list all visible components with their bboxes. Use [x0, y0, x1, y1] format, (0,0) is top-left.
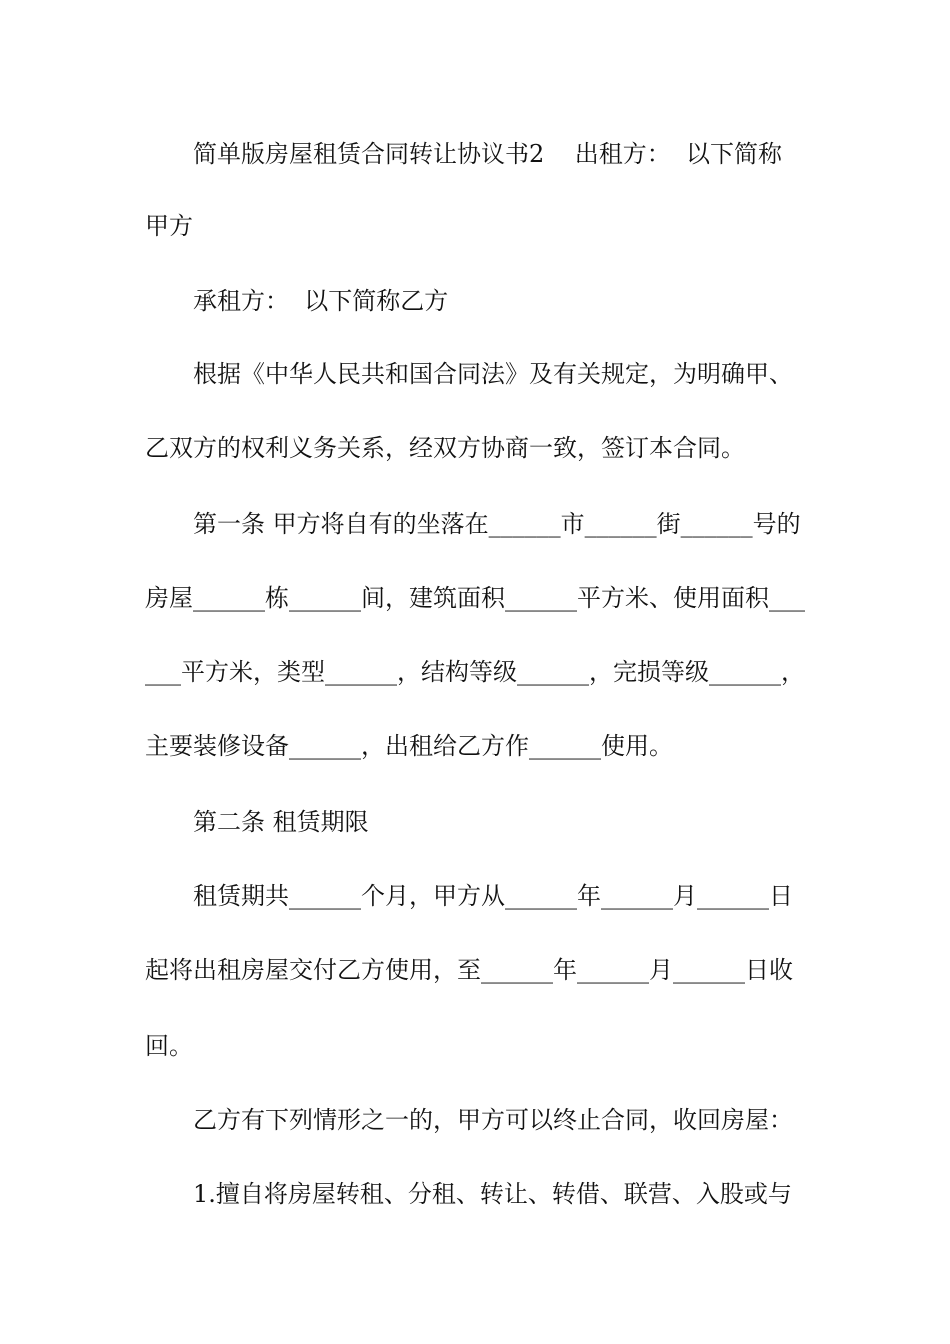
paragraph-line: ___平方米，类型______，结构等级______，完损等级______，: [145, 658, 805, 686]
paragraph-line: 乙方有下列情形之一的，甲方可以终止合同，收回房屋：: [193, 1106, 793, 1134]
paragraph-line: 乙双方的权利义务关系，经双方协商一致，签订本合同。: [145, 434, 745, 462]
paragraph-line: 回。: [145, 1032, 193, 1060]
paragraph-line: 甲方: [145, 212, 193, 240]
document-title-line: 简单版房屋租赁合同转让协议书2 出租方： 以下简称: [193, 140, 783, 168]
paragraph-line: 起将出租房屋交付乙方使用，至______年______月______日收: [145, 956, 793, 984]
paragraph-line: 主要装修设备______，出租给乙方作______使用。: [145, 732, 673, 760]
paragraph-line: 房屋______栋______间，建筑面积______平方米、使用面积___: [145, 584, 805, 612]
paragraph-line: 承租方： 以下简称乙方: [193, 287, 449, 315]
section-heading: 第二条 租赁期限: [193, 808, 369, 836]
paragraph-line: 第一条 甲方将自有的坐落在______市______街______号的: [193, 510, 801, 538]
paragraph-line: 租赁期共______个月，甲方从______年______月______日: [193, 882, 793, 910]
paragraph-line: 根据《中华人民共和国合同法》及有关规定，为明确甲、: [193, 360, 793, 388]
list-item-line: 1.擅自将房屋转租、分租、转让、转借、联营、入股或与: [193, 1180, 792, 1208]
